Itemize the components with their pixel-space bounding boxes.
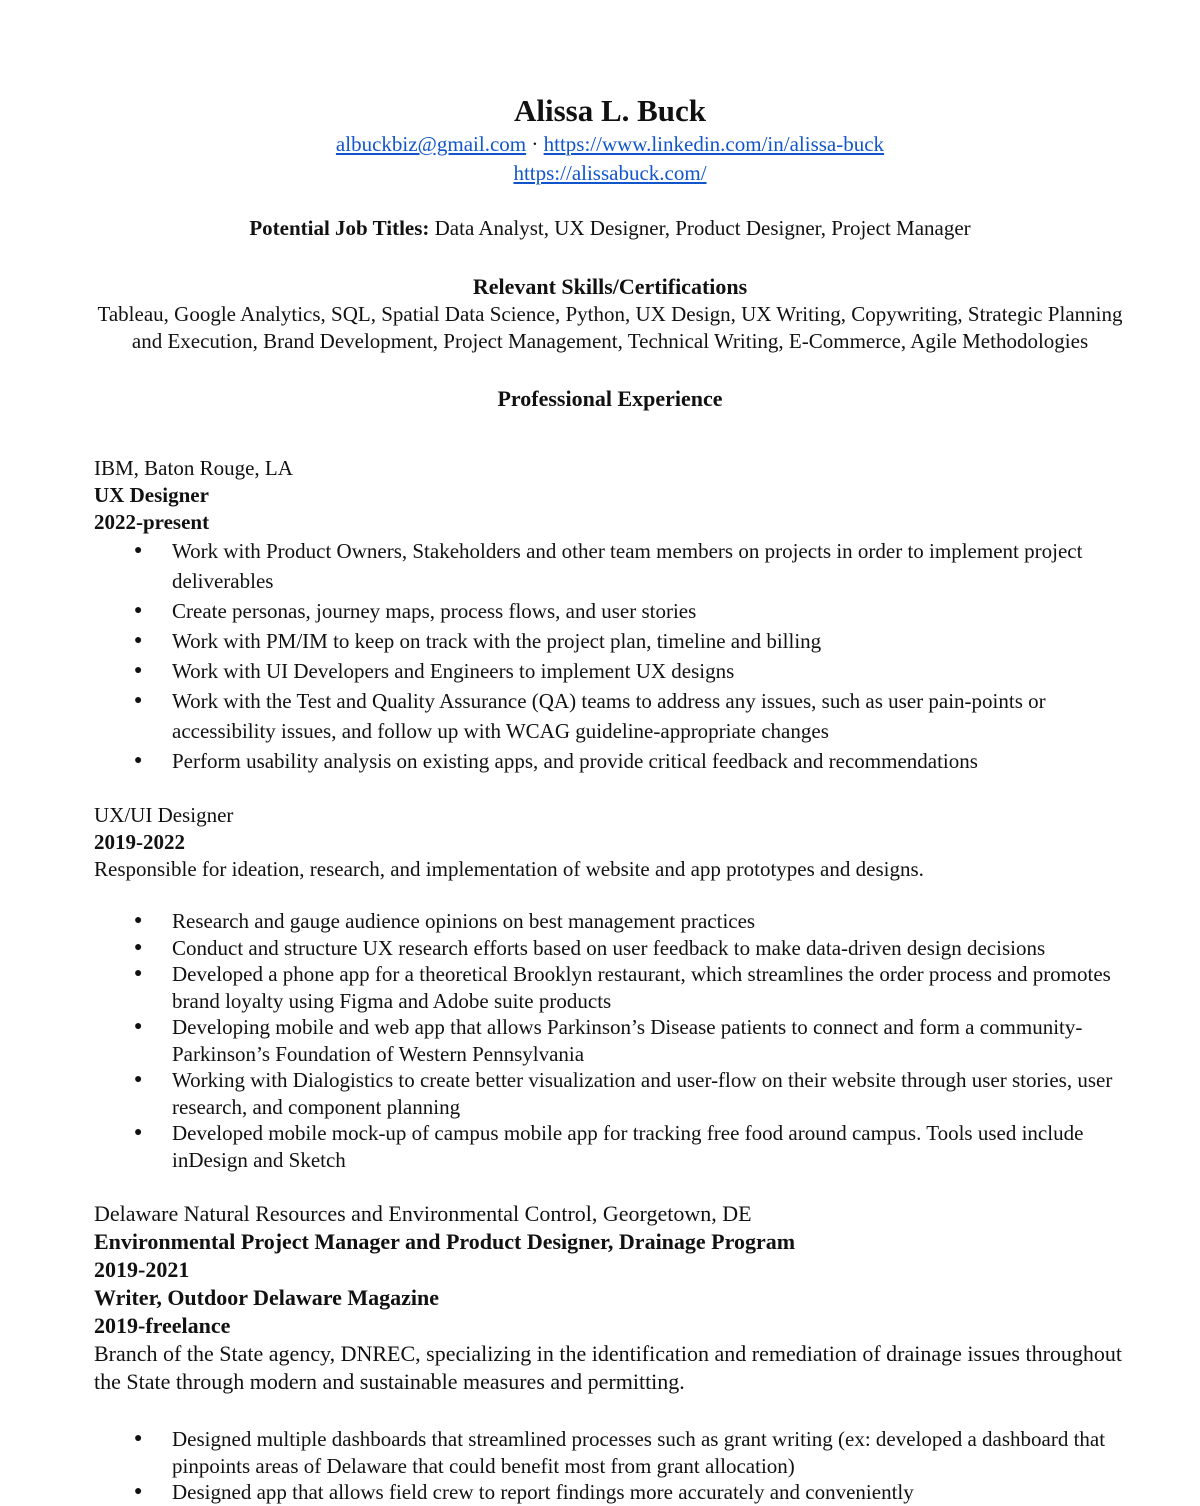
list-item: ● Designed app that allows field crew to report findings more accurately and conveniently bbox=[172, 1479, 1126, 1506]
candidate-name: Alissa L. Buck bbox=[513, 93, 707, 128]
list-item: ● Research and gauge audience opinions on best management practices bbox=[172, 908, 1126, 935]
email-link[interactable]: albuckbiz@gmail.com bbox=[335, 132, 527, 156]
list-item: ● Designed multiple dashboards that streamlined processes such as grant writing (ex: developed a dashboard that pinpoints areas of Delaware that could benefit most from grant allocation) bbox=[172, 1426, 1126, 1479]
job-dates: 2019-2022 bbox=[94, 830, 185, 854]
job-entry bbox=[94, 1200, 1126, 1506]
list-item: ● Working with Dialogistics to create better visualization and user-flow on their website through user stories, user research, and component planning bbox=[172, 1067, 1126, 1120]
job-company: Delaware Natural Resources and Environmental Control, Georgetown, DE bbox=[94, 1201, 752, 1226]
list-item: ● Conduct and structure UX research efforts based on user feedback to make data-driven design decisions bbox=[172, 935, 1126, 962]
job-role: Environmental Project Manager and Product Designer, Drainage Program bbox=[94, 1229, 796, 1254]
website-link[interactable]: https://alissabuck.com/ bbox=[513, 161, 707, 185]
job-bullet-list bbox=[94, 908, 1126, 1173]
list-item: ● Developed mobile mock-up of campus mobile app for tracking free food around campus. Tools used include inDesign and Sketch bbox=[172, 1120, 1126, 1173]
contact-line bbox=[94, 130, 1126, 159]
job-titles-label: Potential Job Titles: bbox=[249, 216, 430, 240]
experience-heading: Professional Experience bbox=[497, 386, 723, 411]
job-summary: Responsible for ideation, research, and implementation of website and app prototypes and designs. bbox=[94, 857, 924, 881]
resume-header bbox=[94, 92, 1126, 188]
skills-text: Tableau, Google Analytics, SQL, Spatial Data Science, Python, UX Design, UX Writing, Copywriting, Strategic Planning and Execution, Brand Development, Project Management, Technical Writing, E-Commerce, Agile Methodologies bbox=[97, 302, 1123, 353]
job-dates: 2019-2021 bbox=[94, 1257, 190, 1282]
list-item: ● Developing mobile and web app that allows Parkinson’s Disease patients to connect and form a community- Parkinson’s Foundation of Western Pennsylvania bbox=[172, 1014, 1126, 1067]
contact-separator: · bbox=[531, 132, 539, 156]
potential-job-titles bbox=[94, 214, 1126, 242]
job-summary: Branch of the State agency, DNREC, specializing in the identification and remediation of drainage issues throughout the State through modern and sustainable measures and permitting. bbox=[94, 1341, 1123, 1394]
list-item: ● Work with Product Owners, Stakeholders and other team members on projects in order to implement project deliverables bbox=[172, 536, 1126, 596]
job-title: UX/UI Designer bbox=[94, 803, 234, 827]
spacer bbox=[94, 883, 1126, 908]
job-role-secondary: Writer, Outdoor Delaware Magazine bbox=[94, 1285, 440, 1310]
job-dates: 2022-present bbox=[94, 510, 210, 534]
job-entry bbox=[94, 802, 1126, 1173]
list-item: ● Work with PM/IM to keep on track with the project plan, timeline and billing bbox=[172, 626, 1126, 656]
website-line bbox=[94, 159, 1126, 188]
resume-page bbox=[94, 92, 1126, 1506]
list-item: ● Work with UI Developers and Engineers to implement UX designs bbox=[172, 656, 1126, 686]
linkedin-link[interactable]: https://www.linkedin.com/in/alissa-buck bbox=[543, 132, 885, 156]
list-item: ● Perform usability analysis on existing apps, and provide critical feedback and recommendations bbox=[172, 746, 1126, 776]
list-item: ● Create personas, journey maps, process flows, and user stories bbox=[172, 596, 1126, 626]
skills-heading: Relevant Skills/Certifications bbox=[472, 274, 748, 299]
job-entry bbox=[94, 455, 1126, 776]
job-bullet-list bbox=[94, 536, 1126, 776]
job-role: UX Designer bbox=[94, 483, 209, 507]
job-bullet-list bbox=[94, 1426, 1126, 1506]
job-company: IBM, Baton Rouge, LA bbox=[94, 456, 293, 480]
job-dates-secondary: 2019-freelance bbox=[94, 1313, 231, 1338]
list-item: ● Work with the Test and Quality Assurance (QA) teams to address any issues, such as user pain-points or accessibility issues, and follow up with WCAG guideline-appropriate changes bbox=[172, 686, 1126, 746]
job-titles-value: Data Analyst, UX Designer, Product Designer, Project Manager bbox=[429, 216, 971, 240]
spacer bbox=[94, 1396, 1126, 1426]
list-item: ● Developed a phone app for a theoretical Brooklyn restaurant, which streamlines the order process and promotes brand loyalty using Figma and Adobe suite products bbox=[172, 961, 1126, 1014]
